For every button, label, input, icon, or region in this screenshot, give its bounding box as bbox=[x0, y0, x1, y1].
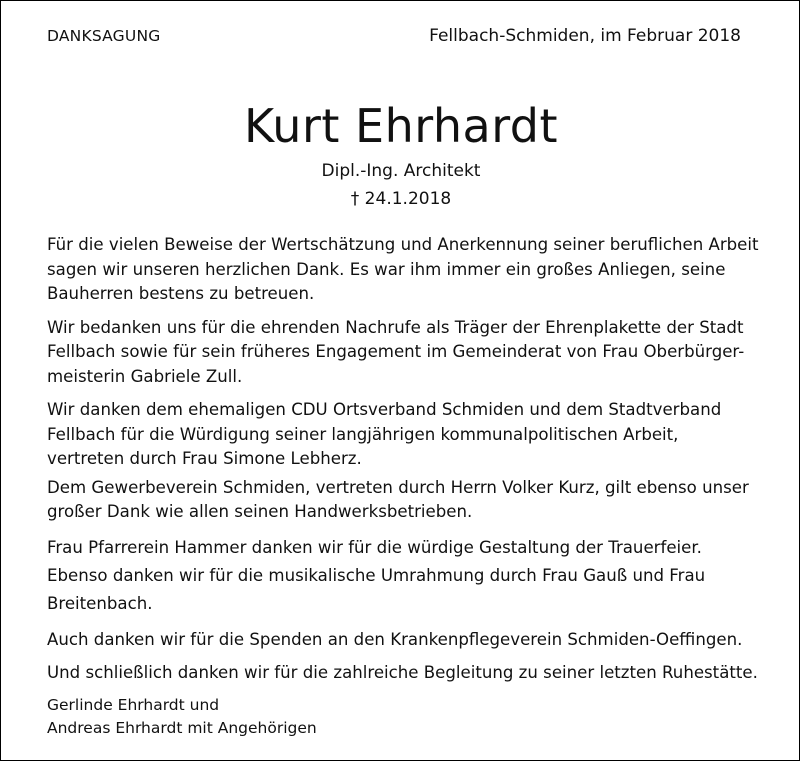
thanks-paragraph: Und schließlich danken wir für die zahlreiche Begleitung zu seiner letzten Ruhestätte. bbox=[47, 663, 758, 682]
place-date: Fellbach-Schmiden, im Februar 2018 bbox=[429, 26, 741, 46]
signature-line: Andreas Ehrhardt mit Angehörigen bbox=[47, 719, 317, 737]
deceased-title: Dipl.-Ing. Architekt bbox=[321, 161, 481, 181]
thanks-paragraph: Wir danken dem ehemaligen CDU Ortsverband Schmiden und dem Stadtverband Fellbach für die Würdigung seiner langjährigen kommunalpolitischen Arbeit, vertreten durch Frau Simone Lebherz. bbox=[47, 400, 722, 468]
thanks-paragraph: Frau Pfarrerein Hammer danken wir für die würdige Gestaltung der Trauerfeier. Ebenso danken wir für die musikalische Umrahmung durch Frau Gauß und Frau Breitenbach. bbox=[47, 537, 706, 613]
deceased-name: Kurt Ehrhardt bbox=[243, 99, 559, 153]
thanks-paragraph: Auch danken wir für die Spenden an den Krankenpflegeverein Schmiden-Oeffingen. bbox=[47, 629, 743, 649]
death-date: † 24.1.2018 bbox=[350, 189, 452, 209]
notice-type-label: DANKSAGUNG bbox=[47, 27, 161, 45]
signature-line: Gerlinde Ehrhardt und bbox=[47, 696, 220, 714]
thanks-paragraph: Dem Gewerbeverein Schmiden, vertreten durch Herrn Volker Kurz, gilt ebenso unser großer Dank wie allen seinen Handwerksbetrieben. bbox=[47, 477, 749, 521]
thanks-paragraph: Für die vielen Beweise der Wertschätzung und Anerkennung seiner beruflichen Arbeit sagen wir unseren herzlichen Dank. Es war ihm immer ein großes Anliegen, seine Bauherren bestens zu betreuen. bbox=[47, 235, 759, 303]
signature-block bbox=[47, 694, 317, 740]
thanks-paragraph: Wir bedanken uns für die ehrenden Nachrufe als Träger der Ehrenplakette der Stadt Fellbach sowie für sein früheres Engagement im Gemeinderat von Frau Oberbürger-meisterin Gabriele Zull. bbox=[47, 317, 745, 386]
thanks-text bbox=[47, 233, 759, 695]
